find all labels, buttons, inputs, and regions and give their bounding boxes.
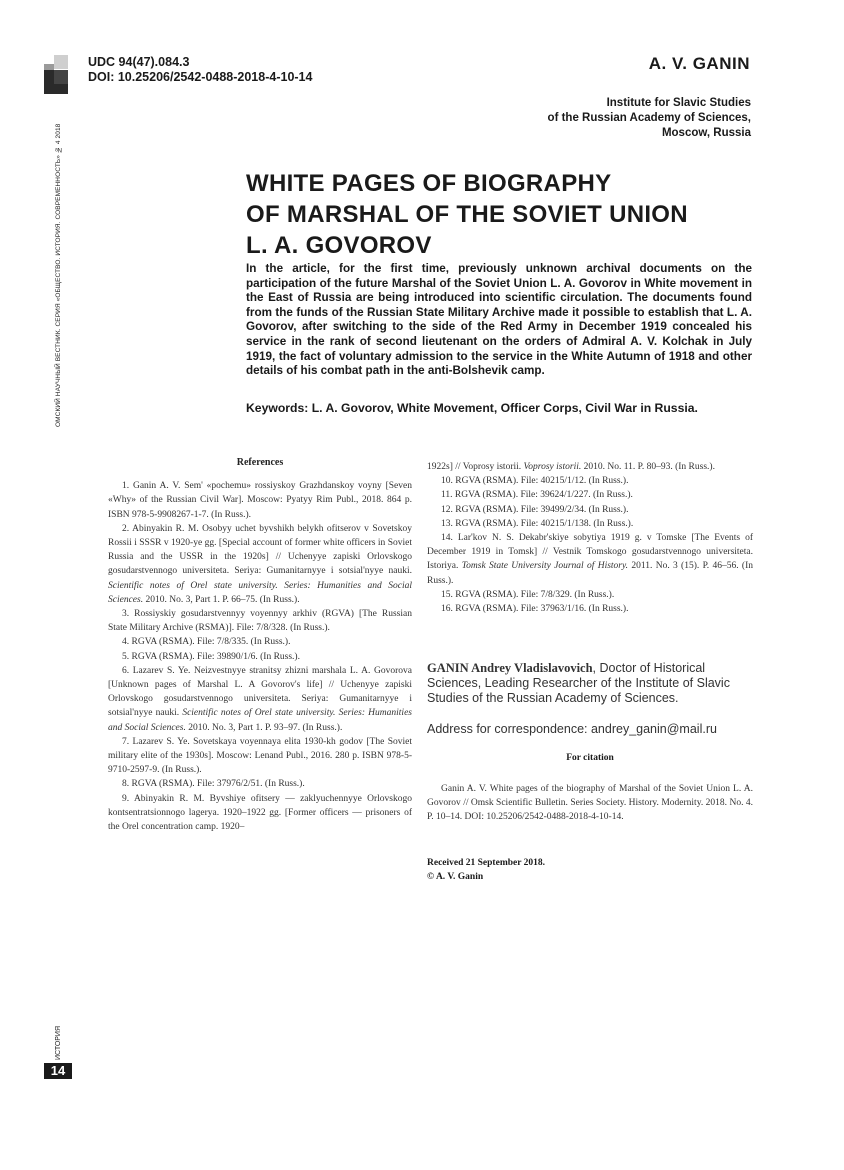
institution	[548, 96, 751, 141]
journal-vertical-title: ОМСКИЙ НАУЧНЫЙ ВЕСТНИК. СЕРИЯ «ОБЩЕСТВО. ИСТОРИЯ. СОВРЕМЕННОСТЬ» № 4 2018	[55, 123, 62, 427]
logo-square-mid	[54, 70, 68, 84]
reference-item: 12. RGVA (RSMA). File: 39499/2/34. (In Russ.).	[441, 504, 629, 515]
reference-item: 2. Abinyakin R. M. Osobyy uchet byvshikh belykh ofitserov v Sovetskoy Rossii i SSSR v 1920-ye gg. [Special account of former white officers in Soviet Russia and the USSR in the 1920s] // Uchenyye zapiski Orlovskogo gosudarstvennogo universiteta. Seriya: Gumanitarnyye i sotsial'nyye nauki. Scientific notes of Orel state university. Series: Humanities and Social Sciences. 2010. No. 3, Part 1. P. 66–75. (In Russ.).	[108, 523, 412, 605]
abstract: In the article, for the first time, previously unknown archival documents on the participation of the future Marshal of the Soviet Union L. A. Govorov in White movement in the East of Russia are being introduced into scientific circulation. The documents found from the funds of the Russian State Military Archive made it possible to establish that L. A. Govorov, after switching to the side of the Red Army in December 1919 concealed his service in the rank of second lieutenant on the orders of Admiral A. V. Kolchak in July 1919, the fact of voluntary admission to the service in the White Autumn of 1918 and other details of his combat path in the anti-Bolshevik camp.	[246, 262, 752, 378]
article-title	[246, 168, 688, 261]
reference-item: 4. RGVA (RSMA). File: 7/8/335. (In Russ.).	[122, 637, 291, 648]
reference-item: 11. RGVA (RSMA). File: 39624/1/227. (In Russ.).	[441, 490, 633, 501]
reference-item: 3. Rossiyskiy gosudarstvennyy voyennyy arkhiv (RGVA) [The Russian State Military Archive (RSMA)]. File: 7/8/328. (In Russ.).	[108, 609, 412, 634]
correspondence-address: Address for correspondence: andrey_ganin@mail.ru	[427, 722, 717, 736]
references-column-right	[427, 460, 753, 616]
institution-line: Institute for Slavic Studies	[606, 97, 751, 109]
reference-item: 7. Lazarev S. Ye. Sovetskaya voyennaya elita 1930-kh godov [The Soviet military elite of the 1930s]. Moscow: Lenand Publ., 2016. 280 p. ISBN 978-5-9710-2597-9. (In Russ.).	[108, 736, 412, 776]
page-number: 14	[44, 1063, 72, 1079]
references-list-right	[427, 474, 753, 616]
institution-line: Moscow, Russia	[661, 127, 751, 139]
received-block	[427, 856, 545, 884]
reference-continuation: 1922s] // Voprosy istorii. Voprosy istorii. 2010. No. 11. P. 80–93. (In Russ.).	[427, 462, 715, 472]
logo-square-light	[54, 55, 68, 69]
reference-item: 8. RGVA (RSMA). File: 37976/2/51. (In Russ.).	[122, 779, 305, 790]
author-fullname: GANIN Andrey Vladislavovich	[427, 661, 593, 675]
reference-item: 9. Abinyakin R. M. Byvshiye ofitsery — zaklyuchennyye Orlovskogo kontsentratsionnogo lagerya. 1920–1922 gg. [Former officers — prisoners of the Orel concentration camp. 1920–	[108, 793, 412, 833]
institution-line: of the Russian Academy of Sciences,	[547, 112, 751, 124]
references-heading: References	[236, 457, 284, 468]
title-line: OF MARSHAL OF THE SOVIET UNION	[246, 201, 688, 228]
citation-text: Ganin A. V. White pages of the biography of Marshal of the Soviet Union L. A. Govorov // Omsk Scientific Bulletin. Series Society. History. Modernity. 2018. No. 4. P. 10–14. DOI: 10.25206/2542-0488-2018-4-10-14.	[427, 784, 753, 823]
author-name: A. V. GANIN	[648, 54, 750, 73]
reference-item: 5. RGVA (RSMA). File: 39890/1/6. (In Russ.).	[122, 651, 300, 662]
reference-item: 1. Ganin A. V. Sem' «pochemu» rossiyskoy Grazhdanskoy voyny [Seven «Why» of the Russian Civil War]. Moscow: Pyatyy Rim Publ., 2018. 864 p. ISBN 978-5-9908267-1-7. (In Russ.).	[108, 481, 412, 520]
reference-item: 10. RGVA (RSMA). File: 40215/1/12. (In Russ.).	[441, 476, 629, 487]
citation-heading: For citation	[566, 753, 614, 763]
author-bio: GANIN Andrey Vladislavovich, Doctor of Historical Sciences, Leading Researcher of the Institute of Slavic Studies of the Russian Academy of Sciences.	[427, 661, 730, 705]
title-line: L. A. GOVOROV	[246, 232, 432, 259]
reference-item: 15. RGVA (RSMA). File: 7/8/329. (In Russ.).	[441, 589, 615, 600]
title-line: WHITE PAGES OF BIOGRAPHY	[246, 170, 612, 197]
references-list-left	[108, 479, 412, 834]
received-date: Received 21 September 2018.	[427, 858, 546, 868]
udc-code: UDC 94(47).084.3	[88, 55, 190, 69]
copyright: © A. V. Ganin	[427, 872, 484, 882]
reference-item: 14. Lar'kov N. S. Dekabr'skiye sobytiya 1919 g. v Tomske [The Events of December 1919 in Tomsk] // Vestnik Tomskogo gosudarstvennogo universiteta. Istoriya. Tomsk State University Journal of History. 2011. No. 3 (15). P. 46–56. (In Russ.).	[427, 533, 753, 586]
reference-item: 6. Lazarev S. Ye. Neizvestnyye stranitsy zhizni marshala L. A. Govorova [Unknown pages of Marshal L. A Govorov's life] // Uchenyye zapiski Orlovskogo gosudarstvennogo universiteta. Seriya: Gumanitarnyye i sotsial'nyye nauki. Scientific notes of Orel state university. Series: Humanities and Social Sciences. 2010. No. 3, Part 1. P. 93–97. (In Russ.).	[108, 665, 412, 733]
udc-block	[88, 55, 312, 85]
doi-code: DOI: 10.25206/2542-0488-2018-4-10-14	[88, 70, 313, 84]
references-column-left	[108, 456, 412, 834]
section-vertical-label: ИСТОРИЯ	[55, 1025, 62, 1060]
keywords: Keywords: L. A. Govorov, White Movement, Officer Corps, Civil War in Russia.	[246, 401, 698, 415]
reference-item: 16. RGVA (RSMA). File: 37963/1/16. (In Russ.).	[441, 604, 629, 615]
reference-item: 13. RGVA (RSMA). File: 40215/1/138. (In Russ.).	[441, 518, 634, 529]
